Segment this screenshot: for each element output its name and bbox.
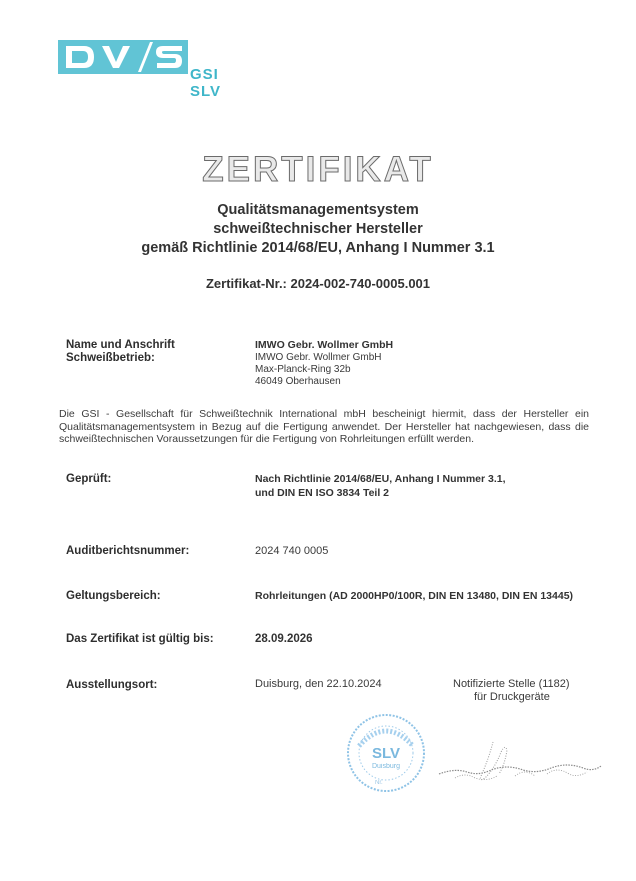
valid-until-label: Das Zertifikat ist gültig bis: [66, 633, 214, 645]
audit-value: 2024 740 0005 [255, 545, 329, 557]
address-line-3: 46049 Oberhausen [255, 376, 341, 387]
signature-scribble [435, 738, 605, 788]
valid-until-value: 28.09.2026 [255, 633, 313, 645]
notified-body-line-2: für Druckgeräte [474, 691, 550, 703]
address-label-line-2: Schweißbetrieb: [66, 352, 155, 364]
address-line-2: Max-Planck-Ring 32b [255, 364, 351, 375]
svg-text:Nr.: Nr. [375, 780, 383, 786]
dvs-logo-mark [58, 40, 188, 74]
subtitle-line-1: Qualitätsmanagementsystem [217, 202, 419, 218]
company-name: IMWO Gebr. Wollmer GmbH [255, 339, 394, 351]
certification-statement: Die GSI - Gesellschaft für Schweißtechnik International mbH bescheinigt hiermit, dass der Hersteller ein Qualitätsmanagementsystem in Bezug auf die Fertigung anwendet. Der Hersteller hat nachgewiesen, dass die schweißtechnischen Voraussetzungen für die Fertigung von Rohrleitungen erfüllt werden. [59, 408, 589, 445]
notified-body-line-1: Notifizierte Stelle (1182) [453, 678, 570, 690]
subtitle-line-3: gemäß Richtlinie 2014/68/EU, Anhang I Nummer 3.1 [141, 240, 495, 256]
document-title: ZERTIFIKAT [202, 150, 434, 189]
official-stamp [345, 712, 427, 794]
scope-label: Geltungsbereich: [66, 590, 161, 602]
signature [435, 738, 605, 788]
svg-text:Duisburg: Duisburg [371, 763, 401, 770]
tested-value-line-2: und DIN EN ISO 3834 Teil 2 [255, 487, 390, 499]
logo-text: GSI SLV [190, 66, 222, 100]
issue-place-value: Duisburg, den 22.10.2024 [255, 678, 382, 690]
subtitle-line-2: schweißtechnischer Hersteller [213, 221, 423, 237]
certificate-number: Zertifikat-Nr.: 2024-002-740-0005.001 [205, 276, 431, 291]
tested-value-line-1: Nach Richtlinie 2014/68/EU, Anhang I Nummer 3.1, [255, 473, 506, 485]
stamp-seal-icon [345, 712, 427, 794]
address-label-line-1: Name und Anschrift [66, 339, 175, 351]
scope-value: Rohrleitungen (AD 2000HP0/100R, DIN EN 13480, DIN EN 13445) [255, 590, 574, 602]
issue-place-label: Ausstellungsort: [66, 679, 158, 691]
audit-label: Auditberichtsnummer: [66, 545, 190, 557]
svg-text:SLV: SLV [371, 745, 401, 762]
tested-label: Geprüft: [66, 473, 112, 485]
dvs-logo [58, 40, 242, 100]
address-line-1: IMWO Gebr. Wollmer GmbH [255, 352, 382, 363]
